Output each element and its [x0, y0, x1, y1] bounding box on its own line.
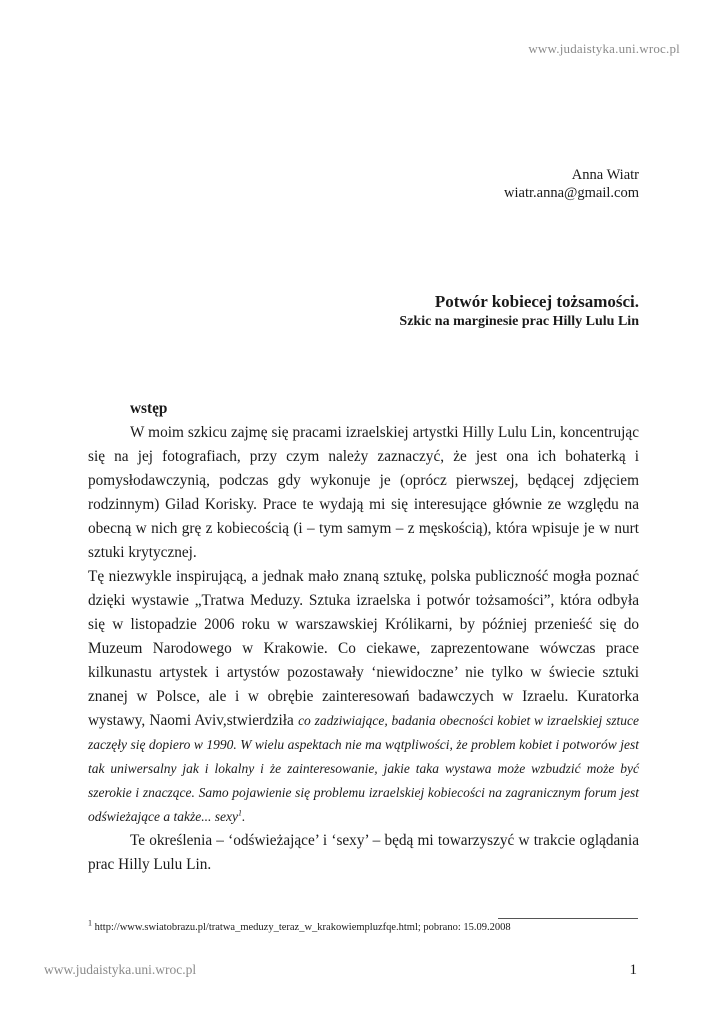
section-heading: wstęp: [130, 400, 168, 417]
curator-quote-text: co zadziwiające, badania obecności kobiet w izraelskiej sztuce zaczęły się dopiero w 1990. W wielu aspektach nie ma wątpliwości, że problem kobiet i potworów jest tak uniwersalny jak i lokalny i że zainteresowanie, jakie taka wystawa może wzbudzić może być szerokie i znaczące. Samo pojawienie się problemu izraelskiej kobiecości na zagranicznym forum jest odświeżające a także... sexy: [88, 713, 639, 824]
paragraph-3: Te określenia – ‘odświeżające’ i ‘sexy’ – będą mi towarzyszyć w trakcie oglądania prac Hilly Lulu Lin.: [88, 832, 639, 873]
paragraph-2: [88, 565, 639, 829]
header-url: www.judaistyka.uni.wroc.pl: [528, 41, 680, 56]
document-subtitle: Szkic na marginesie prac Hilly Lulu Lin: [399, 314, 639, 329]
curator-quote: [88, 713, 639, 824]
title-block: [399, 291, 639, 331]
author-block: [504, 166, 639, 202]
footnote-reference: 1: [237, 808, 242, 818]
author-name: Anna Wiatr: [571, 167, 639, 183]
footnote-text: http://www.swiatobrazu.pl/tratwa_meduzy_teraz_w_krakowiempluzfqe.html; pobrano: 15.09.2008: [92, 922, 511, 933]
page-number: 1: [629, 962, 637, 978]
footer-url: www.judaistyka.uni.wroc.pl: [44, 962, 197, 977]
quote-end: .: [241, 809, 246, 824]
paragraph-2-lead: Tę niezwykle inspirującą, a jednak mało znaną sztukę, polska publiczność mogła poznać dzięki wystawie „Tratwa Meduzy. Sztuka izraelska i potwór tożsamości”, która odbyła się w listopadzie 2006 roku w warszawskiej Królikarni, by później przenieść się do Muzeum Narodowego w Krakowie. Co ciekawe, zaprezentowane wówczas prace kilkunastu artystek i artystów pozostawały ‘niewidoczne’ nie tylko w świecie sztuki znanej w Polsce, ale i w obrębie zainteresowań badawczych w Izraelu. Kuratorka wystawy, Naomi Aviv,stwierdziła: [88, 568, 639, 729]
document-body: [88, 397, 639, 877]
paragraph-1: W moim szkicu zajmę się pracami izraelskiej artystki Hilly Lulu Lin, koncentrując się na jej fotografiach, przy czym należy zaznaczyć, że jest ona ich bohaterką i pomysłodawczynią, podczas gdy wykonuje je (oprócz pierwszej, będącej zdjęciem rodzinnym) Gilad Korisky. Prace te wydają mi się interesujące głównie ze względu na obecną w nich grę z kobiecością (i – tym samym – z męskością), która wpisuje je w nurt sztuki krytycznej.: [88, 424, 639, 561]
footnote: [88, 918, 511, 935]
document-title: Potwór kobiecej tożsamości.: [434, 292, 639, 311]
footnote-number: 1: [88, 918, 92, 928]
footnote-separator: [498, 918, 638, 919]
author-email: wiatr.anna@gmail.com: [504, 185, 639, 201]
